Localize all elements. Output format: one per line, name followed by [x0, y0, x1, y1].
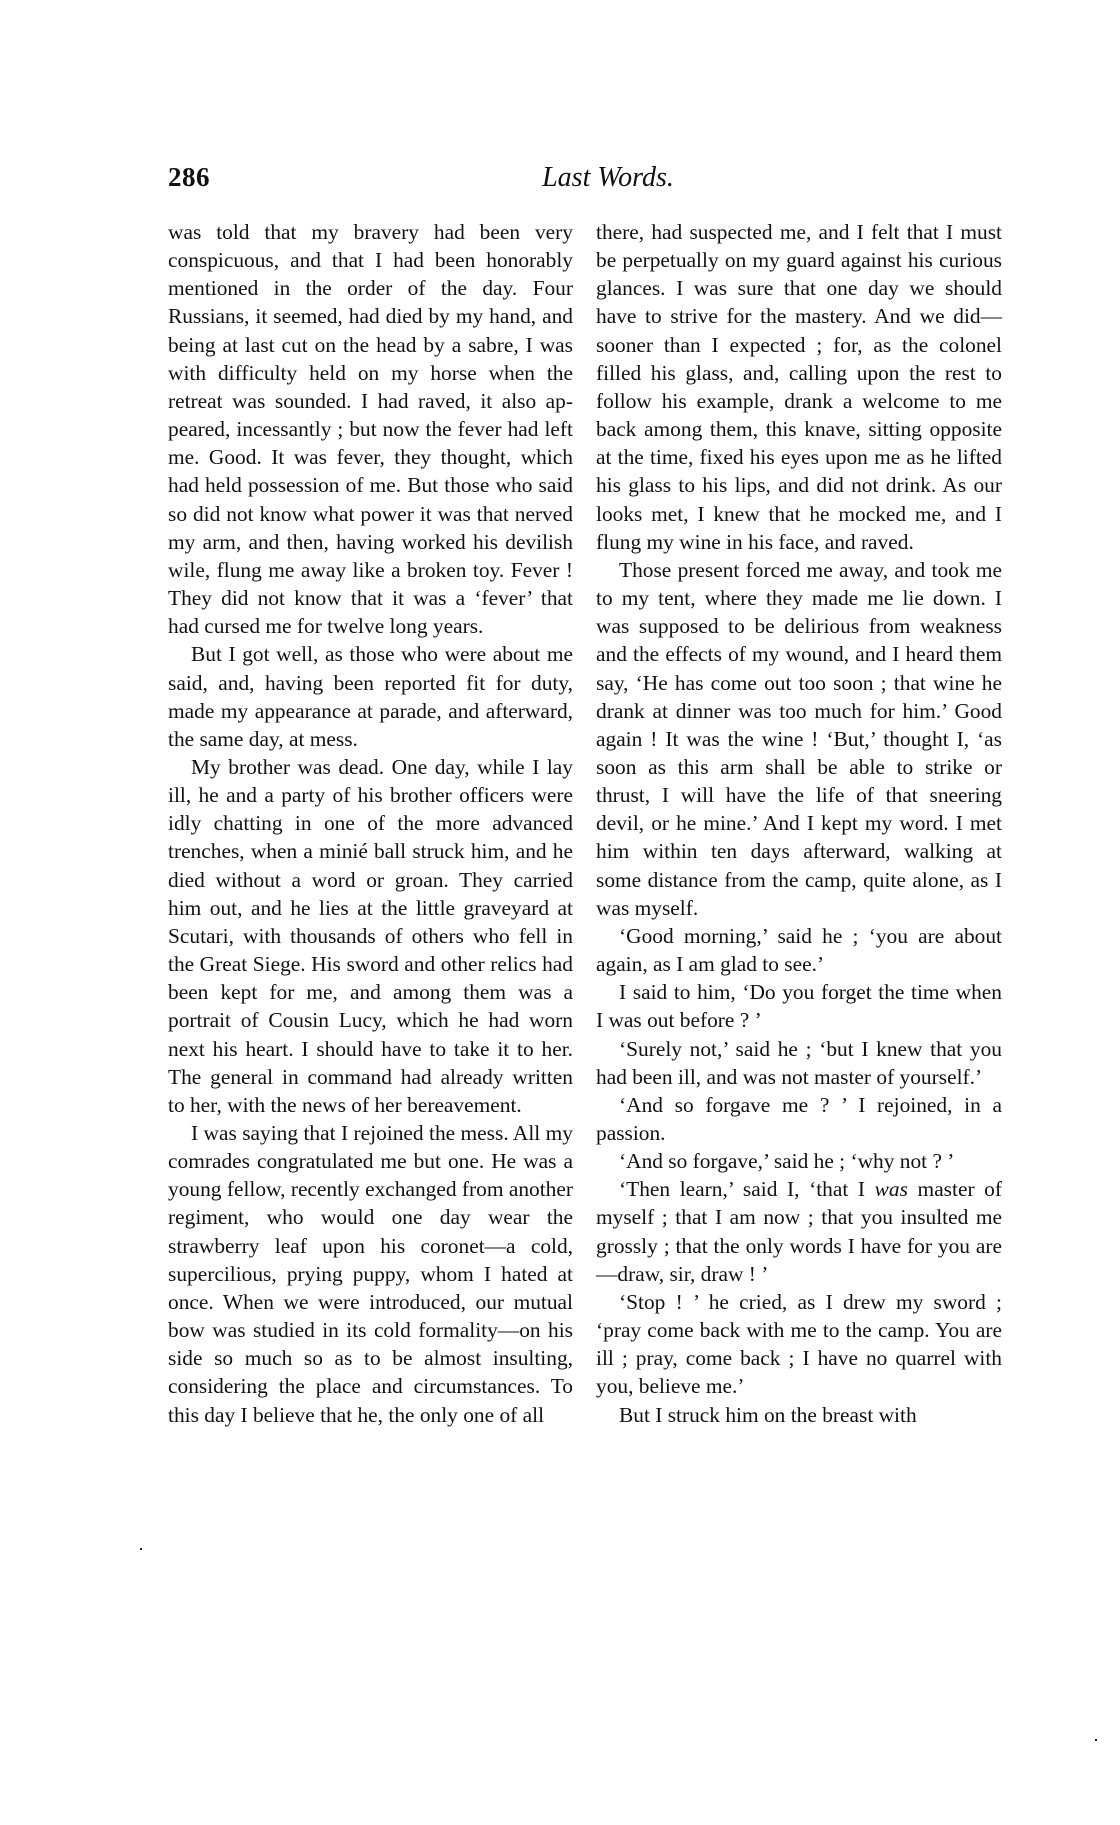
page-number: 286	[168, 162, 210, 192]
italic-emphasis: was	[874, 1177, 908, 1202]
right-column	[596, 218, 1002, 1429]
text-run: master of myself ; that I am now ; that you insulted me grossly ; that the only words I have for you are—draw, sir, draw ! ’	[596, 1177, 1002, 1286]
paragraph: ‘Surely not,’ said he ; ‘but I knew that you had been ill, and was not master of yourself.’	[596, 1036, 1002, 1089]
paragraph	[596, 1175, 1002, 1288]
paragraph: My brother was dead. One day, while I lay ill, he and a party of his brother officers were idly chatting in one of the more advanced trenches, when a minié ball struck him, and he died without a word or groan. They carried him out, and he lies at the little graveyard at Scutari, with thousands of others who fell in the Great Siege. His sword and other relics had been kept for me, and among them was a portrait of Cousin Lucy, which he had worn next his heart. I should have to take it to her. The general in command had already written to her, with the news of her bereavement.	[168, 754, 573, 1117]
paragraph: there, had suspected me, and I felt that I must be perpetually on my guard against his curious glances. I was sure that one day we should have to strive for the mastery. And we did—sooner than I expected ; for, as the colonel filled his glass, and, calling upon the rest to follow his example, drank a welcome to me back among them, this knave, sitting opposite at the time, fixed his eyes upon me as he lifted his glass to his lips, and did not drink. As our looks met, I knew that he mocked me, and I flung my wine in his face, and raved.	[596, 220, 1002, 554]
paragraph: But I got well, as those who were about me said, and, having been reported fit for duty, made my appearance at parade, and afterward, the same day, at mess.	[168, 642, 573, 751]
left-column	[168, 218, 573, 1429]
paragraph: Those present forced me away, and took me to my tent, where they made me lie down. I was supposed to be delirious from weakness and the effects of my wound, and I heard them say, ‘He has come out too soon ; that wine he drank at dinner was too much for him.’ Good again ! It was the wine ! ‘But,’ thought I, ‘as soon as this arm shall be able to strike or thrust, I will have the life of that sneering devil, or he mine.’ And I kept my word. I met him within ten days afterward, walking at some distance from the camp, quite alone, as I was myself.	[596, 557, 1002, 920]
paragraph: ‘Stop ! ’ he cried, as I drew my sword ; ‘pray come back with me to the camp. You are ill ; pray, come back ; I have no quarrel with you, believe me.’	[596, 1289, 1002, 1399]
running-head	[168, 162, 1008, 202]
text-run: ‘Then learn,’ said I, ‘that I	[619, 1177, 875, 1202]
paragraph: ‘And so forgave,’ said he ; ‘why not ? ’	[619, 1149, 955, 1174]
paragraph: ‘Good morning,’ said he ; ‘you are about again, as I am glad to see.’	[596, 923, 1002, 977]
scan-speck	[140, 1548, 142, 1550]
paragraph: I was saying that I rejoined the mess. All my comrades congratulated me but one. He was a young fellow, recently exchanged from another regiment, who would one day wear the strawberry leaf upon his coronet—a cold, supercilious, prying puppy, whom I hated at once. When we were introduced, our mutual bow was studied in its cold formality—on his side so much so as to be almost insulting, considering the place and circumstances. To this day I believe that he, the only one of all	[168, 1121, 573, 1427]
paragraph: I said to him, ‘Do you forget the time when I was out before ? ’	[596, 980, 1002, 1033]
paragraph: ‘And so forgave me ? ’ I rejoined, in a passion.	[596, 1092, 1002, 1145]
paragraph: But I struck him on the breast with	[619, 1402, 917, 1427]
paragraph: was told that my bravery had been very conspicuous, and that I had been honorably mentioned in the order of the day. Four Russians, it seemed, had died by my hand, and being at last cut on the head by a sabre, I was with difficulty held on my horse when the retreat was sounded. I had raved, it also appeared, incessantly ; but now the fever had left me. Good. It was fever, they thought, which had held possession of me. But those who said so did not know what power it was that nerved my arm, and then, having worked his devilish wile, flung me away like a broken toy. Fever ! They did not know that it was a ‘fever’ that had cursed me for twelve long years.	[168, 220, 573, 639]
scan-speck	[1095, 1739, 1097, 1741]
running-title: Last Words.	[542, 162, 674, 193]
